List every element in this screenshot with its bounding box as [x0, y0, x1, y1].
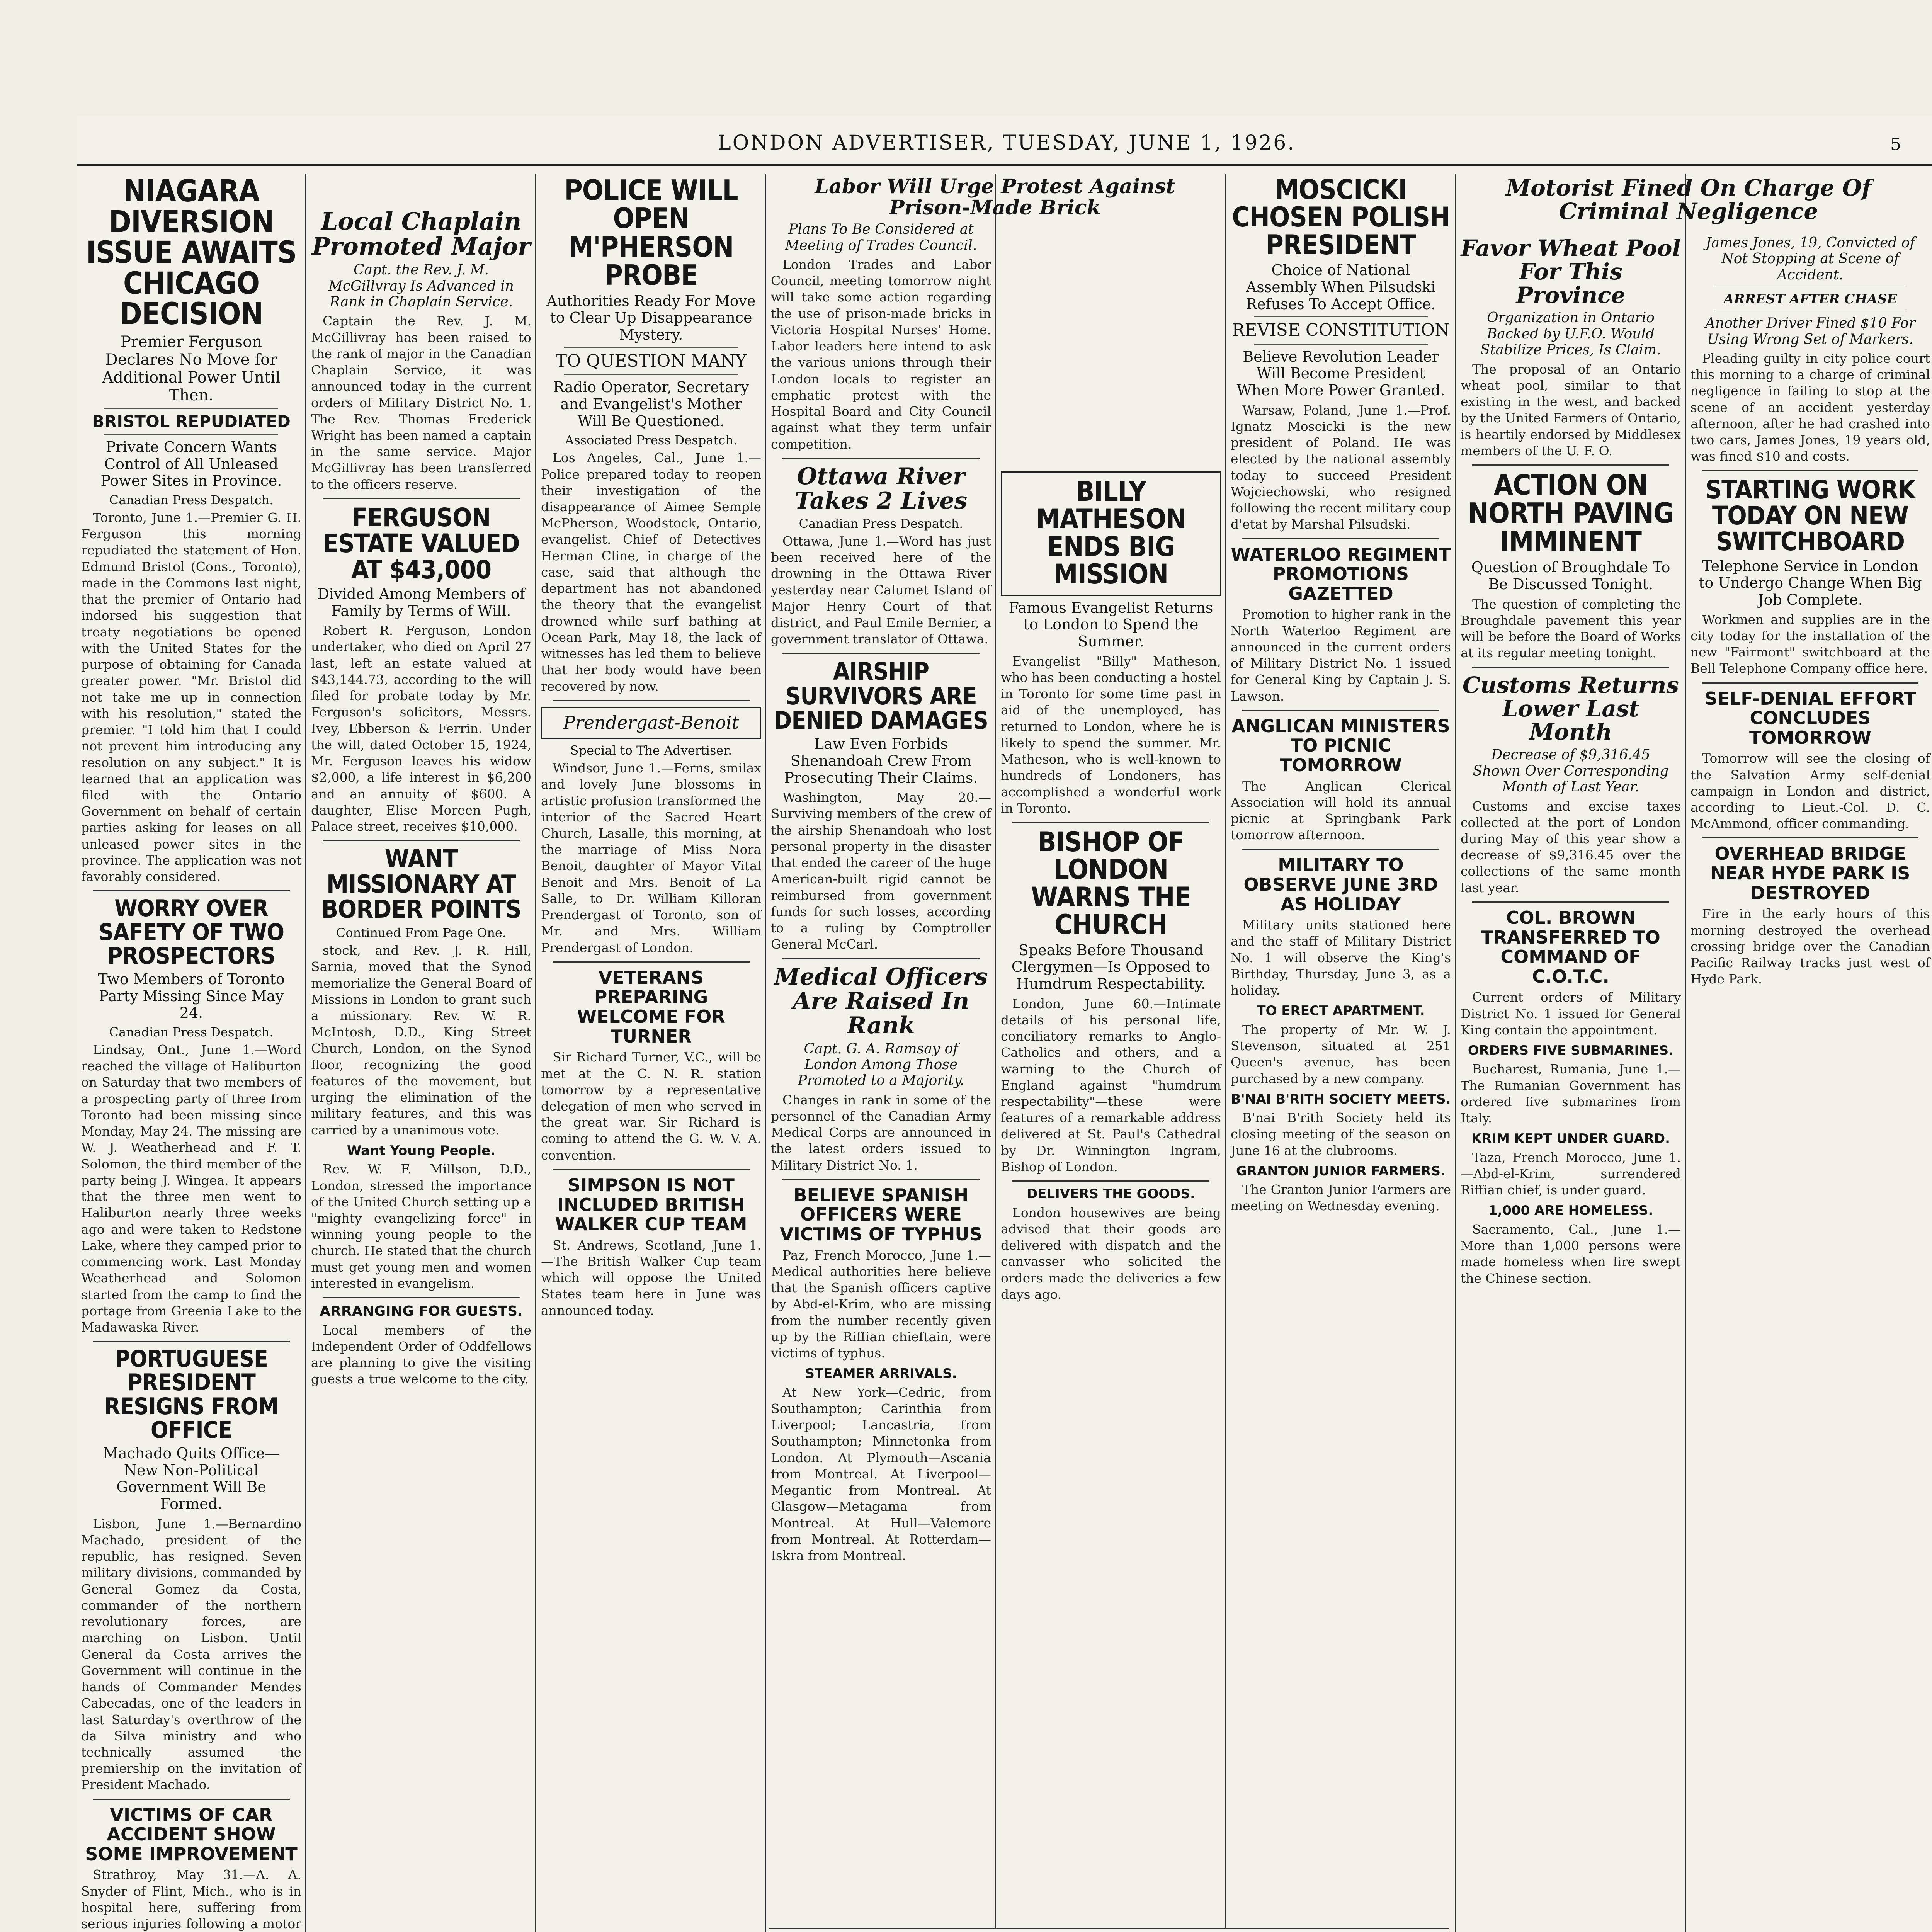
- column-8: [1690, 174, 1930, 1932]
- divider: [1012, 822, 1209, 823]
- source-line: Canadian Press Despatch.: [799, 516, 963, 531]
- article-body: Pleading guilty in city police court this morning to a charge of criminal negligence in failing to stop at the scene of an accident yesterday afternoon, after he had crashed into two cars, James Jones, 19 years old, was fined $10 and costs.: [1690, 350, 1930, 464]
- divider: [1702, 682, 1918, 684]
- divider: [553, 700, 750, 701]
- headline-granton: GRANTON JUNIOR FARMERS.: [1236, 1163, 1446, 1179]
- article-body: Customs and excise taxes collected at the port of London during May of this year show a decrease of $9,316.45 over the collections of the same month last year.: [1461, 798, 1681, 895]
- article-body: At New York—Cedric, from Southampton; Carinthia from Liverpool; Lancastria, from Southampton; Minnetonka from London. At Plymouth—Ascania from Montreal. At Liverpool—Megantic from Montreal. At Glasgow—Metagama from Montreal. At Hull—Valemore from Montreal. At Rotterdam—Iskra from Montreal.: [771, 1384, 991, 1563]
- page-number: 5: [1890, 134, 1901, 154]
- divider: [564, 374, 738, 375]
- headline-military-holiday: MILITARY TO OBSERVE JUNE 3RD AS HOLIDAY: [1243, 854, 1438, 915]
- headline-portuguese: PORTUGUESE PRESIDENT RESIGNS FROM OFFICE: [104, 1345, 279, 1444]
- divider: [1472, 464, 1669, 466]
- article-body: Current orders of Military District No. 1 issued for General King contain the appointment.: [1461, 990, 1681, 1037]
- article-body: St. Andrews, Scotland, June 1.—The British Walker Cup team which will oppose the United States team here in June was announced today.: [541, 1237, 761, 1318]
- divider: [93, 1341, 290, 1342]
- continued-note: Continued From Page One.: [336, 925, 507, 940]
- article-body: Ottawa, June 1.—Word has just been received here of the drowning in the Ottawa River yesterday near Calumet Island of Major Henry Court of that district, and Paul Emile Bernier, a government translator of Ottawa.: [771, 533, 991, 647]
- subhead-bristol: BRISTOL REPUDIATED: [92, 412, 291, 431]
- spacer: [1690, 174, 1930, 232]
- article-body: Fire in the early hours of this morning destroyed the overhead crossing bridge over the Canadian Pacific Railway tracks just west of Hyde Park.: [1690, 906, 1930, 987]
- divider: [1012, 1180, 1209, 1182]
- deck-jones: James Jones, 19, Convicted of Not Stopping at Scene of Accident.: [1706, 235, 1915, 283]
- article-body: Washington, May 20.—Surviving members of the crew of the airship Shenandoah who lost personal property in the disaster that ended the career of the huge American-built rigid cannot be reimbursed from government funds for such losses, according to a ruling by Comptroller General McCarl.: [771, 790, 991, 952]
- article-body: Robert R. Ferguson, London undertaker, who died on April 27 last, left an estate valued at $43,144.73, according to the will filed for probate today by Mr. Ferguson's solicitors, Messrs. Ivey, Ebberson & Ferrin. Under the will, dated October 15, 1924, Mr. Ferguson leaves his widow $2,000, a life interest in $6,200 and an annuity of $600. A daughter, Elise Moreen Pugh, Palace street, receives $10,000.: [311, 623, 531, 834]
- article-body: Military units stationed here and the staff of Military District No. 1 will observe the King's Birthday, Thursday, June 3, as a holiday.: [1231, 917, 1451, 998]
- deck-mcpherson: Authorities Ready For Move to Clear Up Disappearance Mystery.: [546, 292, 756, 344]
- headline-niagara: NIAGARA DIVERSION ISSUE AWAITS CHICAGO DECISION: [86, 174, 297, 332]
- deck-portuguese: Machado Quits Office—New Non-Political Government Will Be Formed.: [103, 1444, 279, 1513]
- article-body: Strathroy, May 31.—A. A. Snyder of Flint, Mich., who is in hospital here, suffering from serious injuries following a motor: [81, 1867, 301, 1932]
- headline-guests: ARRANGING FOR GUESTS.: [320, 1303, 523, 1320]
- pigs-fogs-story: [769, 1928, 1449, 1932]
- headline-bnai-brith: B'NAI B'RITH SOCIETY MEETS.: [1231, 1091, 1451, 1107]
- divider: [1242, 710, 1439, 711]
- spacer: [1461, 226, 1681, 234]
- headline-apartment: TO ERECT APARTMENT.: [1257, 1003, 1425, 1019]
- deck-paving: Question of Broughdale To Be Discussed Tonight.: [1471, 559, 1670, 593]
- subhead-arrest-chase: ARREST AFTER CHASE: [1723, 291, 1897, 307]
- headline-spanish-officers: BELIEVE SPANISH OFFICERS WERE VICTIMS OF TYPHUS: [780, 1184, 982, 1245]
- article-body: Taza, French Morocco, June 1.—Abd-el-Krim, surrendered Riffian chief, is under guard.: [1461, 1150, 1681, 1198]
- headline-homeless: 1,000 ARE HOMELESS.: [1488, 1203, 1653, 1219]
- article-body: Rev. W. F. Millson, D.D., London, stressed the importance of the United Church setting up a "mighty evangelizing force" in winning young people to the church. He stated that the church must get young men and women interested in evangelism.: [311, 1162, 531, 1291]
- article-body: Paz, French Morocco, June 1.—Medical authorities here believe that the Spanish officers captive by Abd-el-Krim, who are missing from the number recently given up by the Riffian chieftain, were victims of typhus.: [771, 1247, 991, 1361]
- deck-chaplain: Capt. the Rev. J. M. McGillvray Is Advanced in Rank in Chaplain Service.: [328, 262, 514, 310]
- divider: [1472, 901, 1669, 903]
- headline-customs: Customs Returns Lower Last Month: [1462, 672, 1679, 745]
- divider: [323, 840, 520, 841]
- headline-matheson: BILLY MATHESON ENDS BIG MISSION: [1036, 476, 1186, 590]
- article-body: Tomorrow will see the closing of the Salvation Army self-denial campaign in London and district, according to Lieut.-Col. D. C. McAmmond, officer commanding.: [1690, 751, 1930, 832]
- article-body: Los Angeles, Cal., June 1.—Police prepared today to reopen their investigation of the disappearance of Aimee Semple McPherson, Woodstock, Ontario, evangelist. Chief of Detectives Herman Cline, in charge of the case, said that although the department has not abandoned the theory that the evangelist drowned while surf bathing at Ocean Park, May 18, the lack of witnesses has led them to believe that her body would have been recovered by now.: [541, 450, 761, 694]
- headline-col-brown: COL. BROWN TRANSFERRED TO COMMAND OF C.O.T.C.: [1481, 907, 1660, 987]
- column-rule: [305, 174, 306, 1932]
- article-body: Captain the Rev. J. M. McGillivray has been raised to the rank of major in the Canadian Chaplain Service, it was announced today in the current orders of Military District No. 1. The Rev. Thomas Frederick Wright has been named a captain in the same service. Major McGillivray has been transferred to the officers reserve.: [311, 313, 531, 492]
- article-body: Lisbon, June 1.—Bernardino Machado, president of the republic, has resigned. Seven military divisions, commanded by General Gomez da Costa, commander of the northern revolutionary forces, are marching on Lisbon. Until General da Costa arrives the Government will continue in the hands of Commander Mendes Cabecadas, one of the leaders in last Saturday's overthrow of the da Silva ministry and who technically assumed the premiership on the invitation of President Machado.: [81, 1516, 301, 1793]
- column-2: [311, 174, 531, 1932]
- headline-motorist: Motorist Fined On Charge Of Criminal Negligence: [1505, 175, 1872, 224]
- column-rule: [995, 174, 996, 1932]
- deck-matheson: Famous Evangelist Returns to London to Spend the Summer.: [1009, 599, 1213, 650]
- article-body: The Anglican Clerical Association will hold its annual picnic at Springbank Park tomorrow afternoon.: [1231, 778, 1451, 843]
- article-body: The property of Mr. W. J. Stevenson, situated at 251 Queen's avenue, has been purchased by a new company.: [1231, 1022, 1451, 1086]
- article-body: Warsaw, Poland, June 1.—Prof. Ignatz Moscicki is the new president of Poland. He was elected by the national assembly today to succeed President Wojciechowski, who resigned following the recent military coup d'etat by Marshal Pilsudski.: [1231, 402, 1451, 532]
- column-rule: [1225, 174, 1226, 1932]
- headline-missionary: WANT MISSIONARY AT BORDER POINTS: [321, 845, 521, 924]
- deck-medical-officers: Capt. G. A. Ramsay of London Among Those Promoted to a Majority.: [798, 1041, 964, 1089]
- divider: [1702, 470, 1918, 471]
- article-body: Bucharest, Rumania, June 1.—The Rumanian Government has ordered five submarines from Italy.: [1461, 1061, 1681, 1126]
- deck-moscicki: Choice of National Assembly When Pilsudski Refuses To Accept Office.: [1246, 262, 1436, 313]
- headline-ferguson-estate: FERGUSON ESTATE VALUED AT $43,000: [323, 502, 520, 585]
- newspaper-page: [77, 116, 1932, 1932]
- headline-ottawa-river: Ottawa River Takes 2 Lives: [794, 463, 968, 514]
- divider: [93, 1799, 290, 1800]
- divider: [782, 958, 980, 959]
- headline-anglican: ANGLICAN MINISTERS TO PICNIC TOMORROW: [1231, 715, 1450, 776]
- article-body: Toronto, June 1.—Premier G. H. Ferguson this morning repudiated the statement of Hon. Edmund Bristol (Cons., Toronto), made in the Commons last night, that the premier of Ontario had indorsed his suggestion that treaty negotiations be opened with the United States for the purpose of obtaining for Canada greater power. "Mr. Bristol did not take me up in connection with his resolution," stated the premier. "I told him that I could not prevent him introducing any resolution on any subject." It is learned that an application was filed with the Ontario Government on behalf of certain parties asking for leases on all unleased power sites in the province. The application was not favorably considered.: [81, 510, 301, 884]
- column-6: [1231, 174, 1451, 1932]
- article-body: The question of completing the Broughdale pavement this year will be before the Board of Works at its regular meeting tonight.: [1461, 596, 1681, 661]
- article-body: Sir Richard Turner, V.C., will be met at the C. N. R. station tomorrow by a representative delegation of men who served in the great war. Sir Richard is coming to attend the G. W. V. A. convention.: [541, 1049, 761, 1163]
- divider: [104, 408, 278, 409]
- headline-moscicki: MOSCICKI CHOSEN POLISH PRESIDENT: [1232, 174, 1450, 261]
- deck-switchboard: Telephone Service in London to Undergo Change When Big Job Complete.: [1699, 557, 1922, 608]
- column-1: [81, 174, 301, 1932]
- article-body: Workmen and supplies are in the city today for the installation of the new "Fairmont" switchboard at the Bell Telephone Company office here.: [1690, 612, 1930, 676]
- divider: [1702, 837, 1918, 838]
- article-body: London, June 60.—Intimate details of his personal life, conciliatory remarks to Anglo-Catholics and others, and a warning to the Church of England against "humdrum respectability"—these were features of a remarkable address delivered at St. Paul's Cathedral by Dr. Winnington Ingram, Bishop of London.: [1001, 996, 1221, 1174]
- source-line: Canadian Press Despatch.: [109, 1025, 274, 1039]
- headline-chaplain: Local Chaplain Promoted Major: [312, 207, 531, 261]
- divider: [104, 434, 278, 435]
- divider: [553, 961, 750, 963]
- deck-markers: Another Driver Fined $10 For Using Wrong Set of Markers.: [1705, 315, 1915, 347]
- article-body: Lindsay, Ont., June 1.—Word reached the village of Haliburton on Saturday that two members of a prospecting party of three from Toronto had been missing since Monday, May 24. The missing are W. J. Weatherhead and F. T. Solomon, the third member of the party being J. Wingea. It appears that the three men went to Haliburton nearly three weeks ago and were taken to Redstone Lake, where they camped prior to commencing work. Last Monday Weatherhead and Solomon started from the camp to find the portage from Greenia Lake to the Madawaska River.: [81, 1042, 301, 1335]
- headline-wheat-pool: Favor Wheat Pool For This Province: [1461, 235, 1681, 308]
- headline-self-denial: SELF-DENIAL EFFORT CONCLUDES TOMORROW: [1704, 688, 1916, 748]
- article-body: Promotion to higher rank in the North Waterloo Regiment are announced in the current orders of Military District No. 1 issued for General King by Captain J. S. Lawson.: [1231, 607, 1451, 704]
- deck-prison-brick: Plans To Be Considered at Meeting of Trades Council.: [785, 221, 977, 253]
- divider: [93, 890, 290, 891]
- column-rule: [535, 174, 536, 1932]
- headline-prospectors: WORRY OVER SAFETY OF TWO PROSPECTORS: [99, 895, 284, 969]
- divider: [323, 498, 520, 499]
- subhead-young-people: Want Young People.: [347, 1143, 496, 1158]
- subhead-revise-constitution: REVISE CONSTITUTION: [1232, 320, 1450, 340]
- source-line: Special to The Advertiser.: [570, 743, 732, 758]
- divider: [782, 458, 980, 459]
- source-line: Canadian Press Despatch.: [109, 492, 274, 507]
- subhead-question-many: TO QUESTION MANY: [555, 351, 747, 371]
- running-head: LONDON ADVERTISER, TUESDAY, JUNE 1, 1926.: [718, 131, 1296, 155]
- matheson-box: [1001, 471, 1221, 596]
- deck-niagara: Premier Ferguson Declares No Move for Additional Power Until Then.: [102, 333, 281, 404]
- divider: [553, 1169, 750, 1170]
- article-body: The proposal of an Ontario wheat pool, similar to that existing in the west, and backed by the United Farmers of Ontario, is heartily endorsed by Middlesex members of the U. F. O.: [1461, 361, 1681, 458]
- headline-car-accident: VICTIMS OF CAR ACCIDENT SHOW SOME IMPROVEMENT: [85, 1804, 298, 1864]
- headline-airship: AIRSHIP SURVIVORS ARE DENIED DAMAGES: [774, 657, 988, 735]
- divider: [323, 1297, 520, 1298]
- deck-ferguson-estate: Divided Among Members of Family by Terms of Will.: [317, 585, 525, 619]
- source-line: Associated Press Despatch.: [565, 433, 737, 448]
- column-rule: [1685, 174, 1686, 1932]
- divider: [1472, 667, 1669, 668]
- wedding-box: [541, 707, 761, 739]
- divider: [564, 347, 738, 348]
- headline-submarines: ORDERS FIVE SUBMARINES.: [1468, 1043, 1674, 1058]
- article-body: Evangelist "Billy" Matheson, who has been conducting a hostel in Toronto for some time past in aid of the unemployed, has returned to London, where he is likely to spend the summer. Mr. Matheson, who is well-known to hundreds of Londoners, has accomplished a wonderful work in Toronto.: [1001, 653, 1221, 816]
- column-5: [1001, 174, 1221, 1932]
- headline-bishop: BISHOP OF LONDON WARNS THE CHURCH: [1031, 826, 1191, 941]
- deck-prospectors: Two Members of Toronto Party Missing Since May 24.: [98, 970, 285, 1022]
- headline-prendergast: Prendergast-Benoit: [563, 712, 739, 733]
- article-body: Windsor, June 1.—Ferns, smilax and lovely June blossoms in artistic profusion transformed the interior of the Sacred Heart Church, Lasalle, this morning, at the marriage of Miss Nora Benoit, daughter of Mayor Vital Benoit and Mrs. Benoit of La Salle, to Dr. William Killoran Prendergast of Toronto, son of Mr. and Mrs. William Prendergast of London.: [541, 760, 761, 955]
- masthead-rule: [77, 164, 1932, 166]
- headline-krim: KRIM KEPT UNDER GUARD.: [1471, 1131, 1670, 1147]
- divider: [782, 653, 980, 654]
- deck-bristol: Private Concern Wants Control of All Unleased Power Sites in Province.: [100, 438, 282, 490]
- deck-question-many: Radio Operator, Secretary and Evangelist's Mother Will Be Questioned.: [553, 379, 749, 430]
- divider: [1242, 538, 1439, 539]
- article-body: London housewives are being advised that their goods are delivered with dispatch and the canvasser who solicited the orders made the deliveries a few days ago.: [1001, 1205, 1221, 1302]
- headline-paving: ACTION ON NORTH PAVING IMMINENT: [1468, 469, 1674, 558]
- headline-veterans: VETERANS PREPARING WELCOME FOR TURNER: [577, 967, 725, 1047]
- column-rule: [765, 174, 766, 1932]
- deck-customs: Decrease of $9,316.45 Shown Over Corresponding Month of Last Year.: [1473, 747, 1669, 795]
- article-body: Changes in rank in some of the personnel of the Canadian Army Medical Corps are announced in the latest orders issued to Military District No. 1.: [771, 1092, 991, 1173]
- headline-prison-brick: Labor Will Urge Protest Against Prison-Made Brick: [815, 175, 1175, 219]
- deck-wheat-pool: Organization in Ontario Backed by U.F.O. Would Stabilize Prices, Is Claim.: [1480, 310, 1661, 358]
- divider: [1242, 849, 1439, 850]
- deck-revise-constitution: Believe Revolution Leader Will Become President When More Power Granted.: [1236, 348, 1445, 399]
- headline-switchboard: STARTING WORK TODAY ON NEW SWITCHBOARD: [1705, 474, 1915, 557]
- spacer: [1001, 174, 1221, 468]
- headline-delivers-goods: DELIVERS THE GOODS.: [1027, 1186, 1195, 1202]
- divider: [1254, 344, 1428, 345]
- column-rule: [1455, 174, 1456, 1932]
- column-3: [541, 174, 761, 1932]
- deck-airship: Law Even Forbids Shenandoah Crew From Prosecuting Their Claims.: [784, 735, 978, 786]
- headline-mcpherson: POLICE WILL OPEN M'PHERSON PROBE: [564, 174, 738, 292]
- deck-bishop: Speaks Before Thousand Clergymen—Is Opposed to Humdrum Respectability.: [1011, 941, 1211, 992]
- article-body: London Trades and Labor Council, meeting tomorrow night will take some action regarding the use of prison-made bricks in Victoria Hospital Nurses' Home. Labor leaders here intend to ask the various unions through their London locals to register an emphatic protest with the Hospital Board and City Council against what they term unfair competition.: [771, 257, 991, 452]
- headline-walker-cup: SIMPSON IS NOT INCLUDED BRITISH WALKER CUP TEAM: [555, 1174, 747, 1235]
- divider: [782, 1179, 980, 1180]
- article-body: Local members of the Independent Order of Oddfellows are planning to give the visiting guests a true welcome to the city.: [311, 1322, 531, 1387]
- article-body: stock, and Rev. J. R. Hill, Sarnia, moved that the Synod memorialize the General Board of Missions in London to grant such a missionary. Rev. W. R. McIntosh, D.D., King Street Church, London, on the Synod floor, recognizing the good features of the movement, but urging the elimination of the military features, and this was carried by a unanimous vote.: [311, 943, 531, 1138]
- article-body: B'nai B'rith Society held its closing meeting of the season on June 16 at the clubrooms.: [1231, 1110, 1451, 1158]
- divider: [1254, 316, 1428, 317]
- headline-overhead-bridge: OVERHEAD BRIDGE NEAR HYDE PARK IS DESTROYED: [1710, 843, 1910, 903]
- headline-medical-officers: Medical Officers Are Raised In Rank: [774, 963, 988, 1039]
- article-body: Sacramento, Cal., June 1.—More than 1,000 persons were made homeless when fire swept the Chinese section.: [1461, 1221, 1681, 1286]
- headline-steamer-arrivals: STEAMER ARRIVALS.: [805, 1366, 957, 1382]
- article-body: The Granton Junior Farmers are meeting on Wednesday evening.: [1231, 1182, 1451, 1214]
- headline-waterloo: WATERLOO REGIMENT PROMOTIONS GAZETTED: [1231, 544, 1451, 604]
